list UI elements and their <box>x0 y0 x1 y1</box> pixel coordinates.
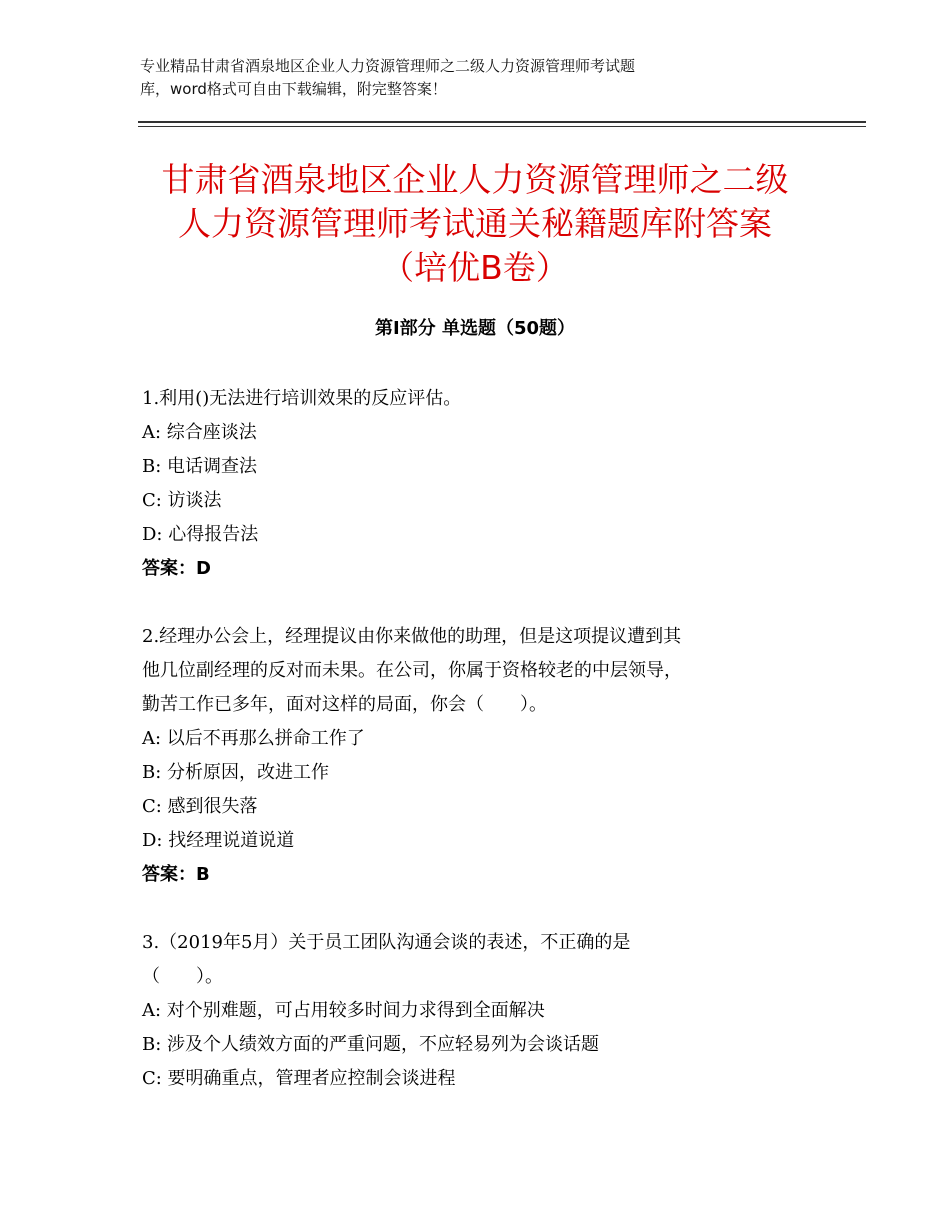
header-note-line-2: 库，word格式可自由下载编辑，附完整答案！ <box>140 80 447 98</box>
question-text: 1.利用()无法进行培训效果的反应评估。 <box>142 388 462 409</box>
question-list <box>142 382 822 1130</box>
header-divider-thick <box>138 121 866 123</box>
header-note-line-1: 专业精品甘肃省酒泉地区企业人力资源管理师之二级人力资源管理师考试题 <box>140 57 636 75</box>
question-text-line-3: 勤苦工作已多年，面对这样的局面，你会（ ）。 <box>142 694 547 715</box>
option-b: B: 涉及个人绩效方面的严重问题，不应轻易列为会谈话题 <box>142 1034 600 1055</box>
section-title: 第Ⅰ部分 单选题（50题） <box>374 318 575 339</box>
question-text-line-2: 他几位副经理的反对而未果。在公司，你属于资格较老的中层领导， <box>142 660 682 681</box>
document-title-line-1: 甘肃省酒泉地区企业人力资源管理师之二级 <box>161 160 789 199</box>
header-divider-thin <box>138 126 866 127</box>
question-text-line-1: 3.（2019年5月）关于员工团队沟通会谈的表述，不正确的是 <box>142 932 631 953</box>
document-title <box>100 158 850 290</box>
option-d: D: 找经理说道说道 <box>142 830 295 851</box>
option-b: B: 分析原因，改进工作 <box>142 762 330 783</box>
header-note <box>140 55 780 101</box>
option-a: A: 综合座谈法 <box>142 422 257 443</box>
question-2 <box>142 620 822 892</box>
question-1 <box>142 382 822 586</box>
option-a: A: 对个别难题，可占用较多时间力求得到全面解决 <box>142 1000 545 1021</box>
option-c: C: 要明确重点，管理者应控制会谈进程 <box>142 1068 456 1089</box>
question-3 <box>142 926 822 1096</box>
option-b: B: 电话调查法 <box>142 456 258 477</box>
option-a: A: 以后不再那么拼命工作了 <box>142 728 365 749</box>
question-text-line-1: 2.经理办公会上，经理提议由你来做他的助理，但是这项提议遭到其 <box>142 626 682 647</box>
document-title-line-2: 人力资源管理师考试通关秘籍题库附答案 <box>178 204 772 243</box>
option-c: C: 感到很失落 <box>142 796 258 817</box>
document-title-line-3: （培优B卷） <box>381 248 569 287</box>
option-c: C: 访谈法 <box>142 490 222 511</box>
answer: 答案：B <box>142 864 210 885</box>
question-text-line-2: （ ）。 <box>142 966 223 987</box>
option-d: D: 心得报告法 <box>142 524 259 545</box>
answer: 答案：D <box>142 558 211 579</box>
